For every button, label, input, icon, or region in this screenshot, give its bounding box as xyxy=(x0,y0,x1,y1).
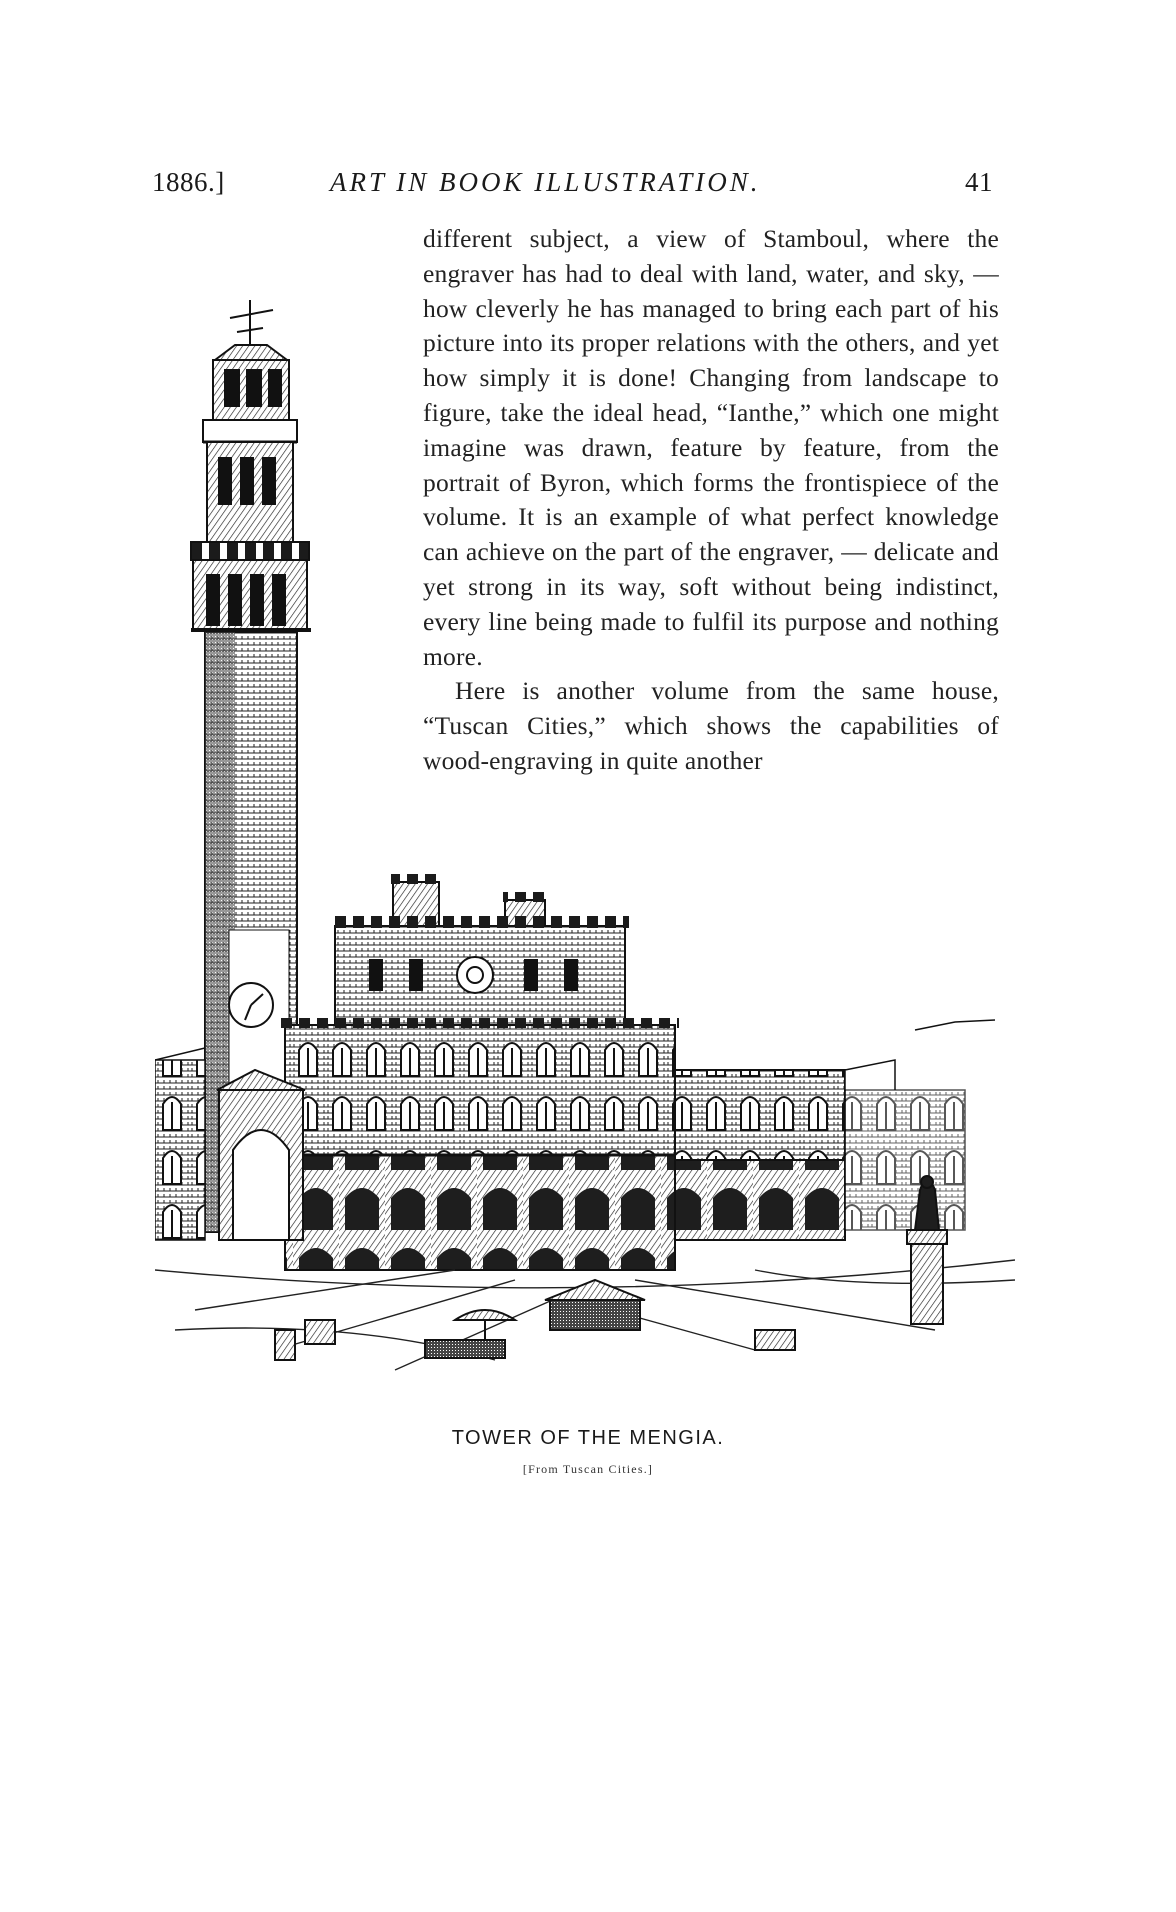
page-number: 41 xyxy=(965,167,993,197)
market-stalls xyxy=(275,1280,795,1360)
paragraph-2: Here is another volume from the same house, “Tuscan Cities,” which shows the capabilities of wood-engraving in quite another xyxy=(423,676,999,775)
tower-top xyxy=(191,300,311,630)
loggia-chapel xyxy=(217,1070,305,1240)
running-head-title: ART IN BOOK ILLUSTRATION. xyxy=(330,167,761,197)
palazzo-upper xyxy=(331,874,629,1026)
figure-credit: [From Tuscan Cities.] xyxy=(522,1462,654,1476)
figure-caption: TOWER OF THE MENGIA. xyxy=(451,1427,725,1449)
running-head-year: 1886.] xyxy=(152,167,225,197)
tower-of-mengia-engraving xyxy=(155,270,1015,1380)
palazzo-facade xyxy=(281,1018,845,1270)
paragraph-1: different subject, a view of Stamboul, where the engraver has had to deal with land, water, and sky, — how cleverly he has managed to bring each part of his picture into its proper relations with the others, and yet how simply it is done! Changing from landscape to figure, take the ideal head, “Ianthe,” which one might imagine was drawn, feature by feature, from the portrait of Byron, which forms the frontispiece of the volume. It is an example of what perfect knowledge can achieve on the part of the engraver, — delicate and yet strong in its way, soft without being indistinct, every line being made to fulfil its purpose and nothing more. xyxy=(423,224,999,671)
